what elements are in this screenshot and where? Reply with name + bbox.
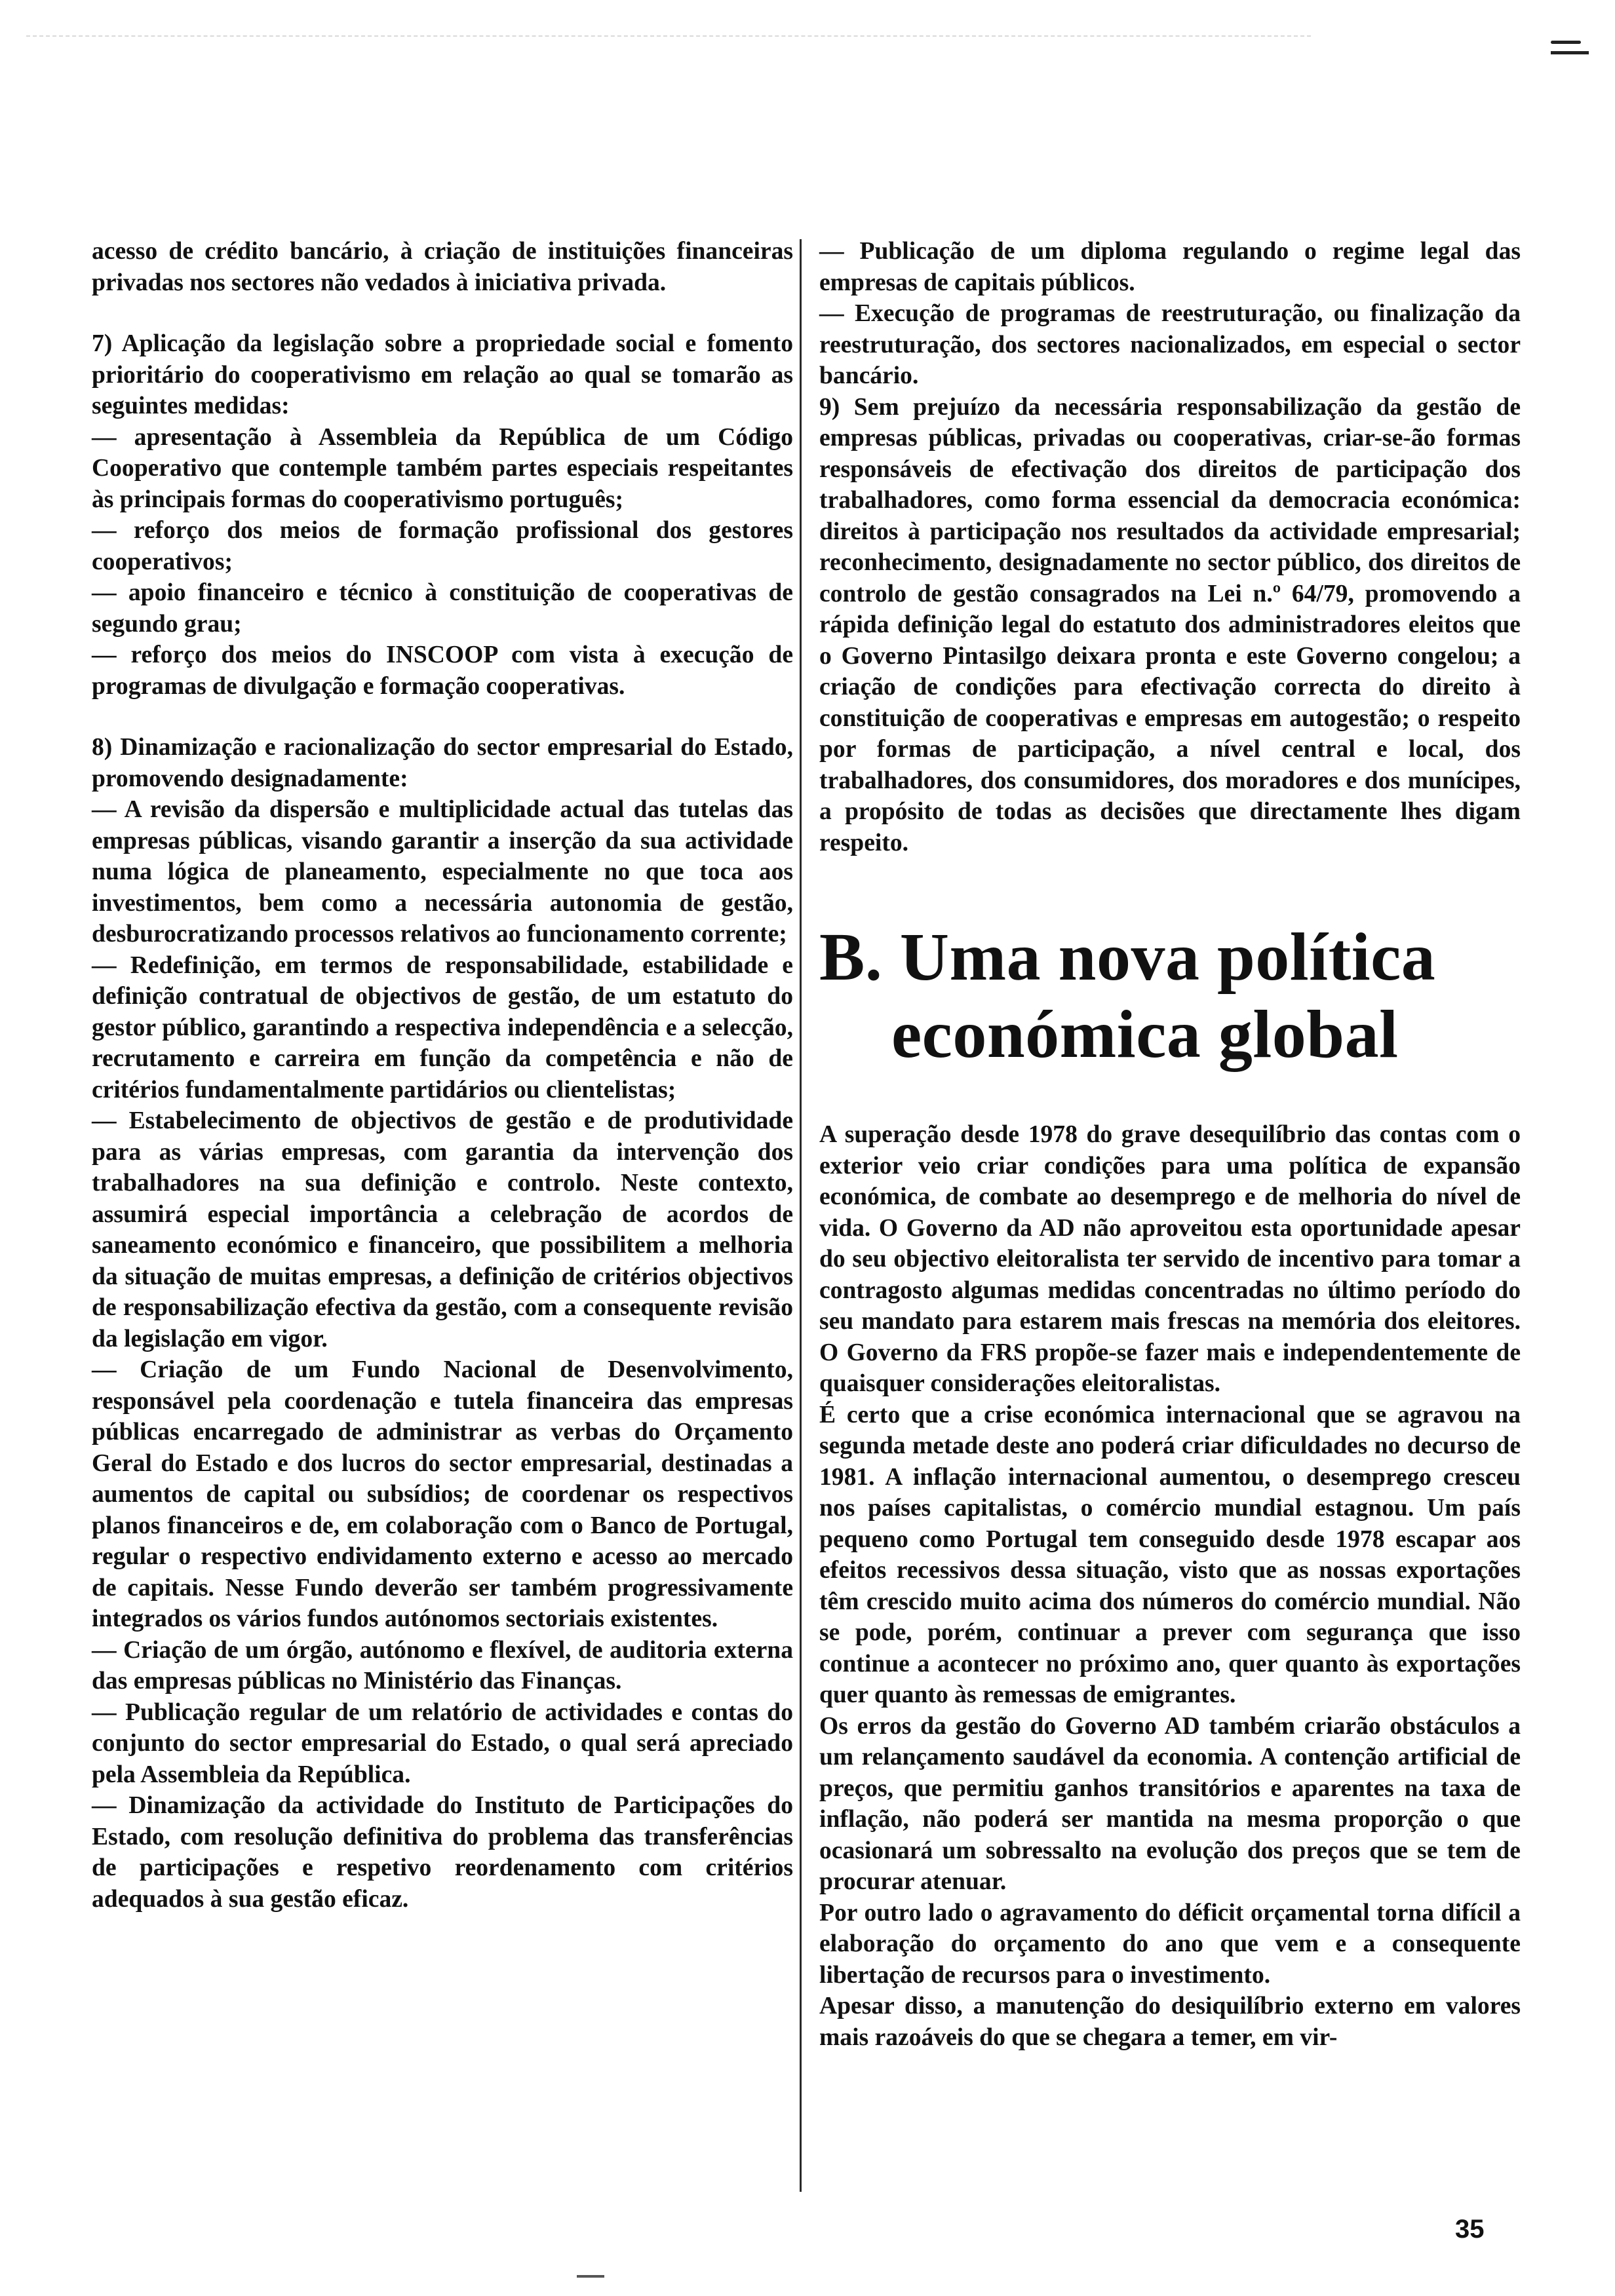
right-paragraph: Os erros da gestão do Governo AD também criarão obstáculos a um relançamento saudável da economia. A contenção artificial de preços, que permitiu ganhos transitórios e aparentes na taxa de inflação, não poderá ser mantida na mesma proporção o que ocasionará um sobressalto na evolução dos preços que se tem de procurar atenuar. xyxy=(819,1712,1521,1895)
left-paragraph: — Publicação regular de um relatório de actividades e contas do conjunto do sector empresarial do Estado, o qual será apreciado pela Assembleia da República. xyxy=(92,1698,793,1788)
section-heading xyxy=(819,919,1521,1073)
right-paragraph: — Execução de programas de reestruturação, ou finalização da reestruturação, dos sectores nacionalizados, em especial o sector bancário. xyxy=(819,300,1521,389)
left-paragraph: — reforço dos meios do INSCOOP com vista à execução de programas de divulgação e formação cooperativas. xyxy=(92,641,793,700)
left-paragraph: — Estabelecimento de objectivos de gestão e de produtividade para as várias empresas, com garantia da intervenção dos trabalhadores na sua definição e controlo. Neste contexto, assumirá especial importância a celebração de acordos de saneamento económico e financeiro, que possibilitem a melhoria da situação de muitas empresas, a definição de critérios objectivos de responsabilização efectiva da gestão, com a consequente revisão da legislação em vigor. xyxy=(92,1107,793,1352)
column-divider xyxy=(800,239,802,2192)
right-paragraph: Por outro lado o agravamento do déficit orçamental torna difícil a elaboração do orçamento do ano que vem e a consequente libertação de recursos para o investimento. xyxy=(819,1899,1521,1989)
left-paragraph: 7) Aplicação da legislação sobre a propriedade social e fomento prioritário do cooperativismo em relação ao qual se tomarão as seguintes medidas: xyxy=(92,330,793,419)
left-paragraph: — A revisão da dispersão e multiplicidade actual das tutelas das empresas públicas, visando garantir a inserção da sua actividade numa lógica de planeamento, especialmente no que toca aos investimentos, bem como a necessária autonomia de gestão, desburocratizando processos relativos ao funcionamento corrente; xyxy=(92,796,793,947)
right-paragraph: Apesar disso, a manutenção do desiquilíbrio externo em valores mais razoáveis do que se chegara a temer, em vir- xyxy=(819,1993,1521,2051)
scan-top-rule xyxy=(26,35,1311,37)
section-heading-line-2: económica global xyxy=(891,997,1399,1072)
corner-mark-icon xyxy=(1551,41,1590,56)
section-heading-line-1: B. Uma nova política xyxy=(819,919,1436,995)
left-paragraph: — Dinamização da actividade do Instituto de Participações do Estado, com resolução definitiva do problema das transferências de participações e respetivo reordenamento com critérios adequados à sua gestão eficaz. xyxy=(92,1792,793,1913)
left-paragraph: — Criação de um órgão, autónomo e flexível, de auditoria externa das empresas públicas no Ministério das Finanças. xyxy=(92,1636,793,1694)
left-paragraph: — apoio financeiro e técnico à constituição de cooperativas de segundo grau; xyxy=(92,579,793,638)
right-column xyxy=(819,236,1521,2053)
right-paragraph: A superação desde 1978 do grave desequilíbrio das contas com o exterior veio criar condições para uma política de expansão económica, de combate ao desemprego e de melhoria do nível de vida. O Governo da AD não aproveitou esta oportunidade apesar do seu objectivo eleitoralista ter servido de incentivo para tomar a contragosto algumas medidas concentradas no último período do seu mandato para estarem mais frescas na memória dos eleitores. O Governo da FRS propõe-se fazer mais e independentemente de quaisquer considerações eleitoralistas. xyxy=(819,1121,1521,1397)
right-paragraph: 9) Sem prejuízo da necessária responsabilização da gestão de empresas públicas, privadas ou cooperativas, criar-se-ão formas responsáveis de efectivação dos direitos de participação dos trabalhadores, como forma essencial da democracia económica: direitos à participação nos resultados da actividade empresarial; reconhecimento, designadamente no sector público, dos direitos de controlo de gestão consagrados na Lei n.º 64/79, promovendo a rápida definição legal do estatuto dos administradores eleitos que o Governo Pintasilgo deixara pronta e este Governo congelou; a criação de condições para efectivação correcta do direito à constituição de cooperativas e empresas em autogestão; o respeito por formas de participação, a nível central e local, dos trabalhadores, dos consumidores, dos moradores e dos munícipes, a propósito de todas as decisões que directamente lhes digam respeito. xyxy=(819,393,1521,856)
scan-bottom-mark xyxy=(577,2275,604,2278)
left-paragraph: — apresentação à Assembleia da República de um Código Cooperativo que contemple também partes especiais respeitantes às principais formas do cooperativismo português; xyxy=(92,423,793,513)
left-paragraph: 8) Dinamização e racionalização do sector empresarial do Estado, promovendo designadamente: xyxy=(92,734,793,792)
right-paragraph: É certo que a crise económica internacional que se agravou na segunda metade deste ano poderá criar dificuldades no decurso de 1981. A inflação internacional aumentou, o desemprego cresceu nos países capitalistas, o comércio mundial estagnou. Um país pequeno como Portugal tem conseguido desde 1978 escapar aos efeitos recessivos dessa situação, visto que as nossas exportações têm crescido muito acima dos números do comércio mundial. Não se pode, porém, continuar a prever com segurança que isso continue a acontecer no próximo ano, quer quanto às exportações quer quanto às remessas de emigrantes. xyxy=(819,1401,1521,1708)
right-paragraph: — Publicação de um diploma regulando o regime legal das empresas de capitais públicos. xyxy=(819,238,1521,296)
left-column xyxy=(92,236,793,1915)
left-paragraph: acesso de crédito bancário, à criação de instituições financeiras privadas nos sectores não vedados à iniciativa privada. xyxy=(92,238,793,296)
left-paragraph: — reforço dos meios de formação profissional dos gestores cooperativos; xyxy=(92,517,793,575)
left-paragraph: — Redefinição, em termos de responsabilidade, estabilidade e definição contratual de objectivos de gestão, de um estatuto do gestor público, garantindo a respectiva independência e a selecção, recrutamento e carreira em função da competência e não de critérios fundamentalmente partidários ou clientelistas; xyxy=(92,951,793,1103)
page-number: 35 xyxy=(1455,2215,1485,2244)
left-paragraph: — Criação de um Fundo Nacional de Desenvolvimento, responsável pela coordenação e tutela financeira das empresas públicas encarregado de administrar as verbas do Orçamento Geral do Estado e dos lucros do sector empresarial, destinadas a aumentos de capital ou subsídios; de coordenar os respectivos planos financeiros e de, em colaboração com o Banco de Portugal, regular o respectivo endividamento externo e acesso ao mercado de capitais. Nesse Fundo deverão ser também progressivamente integrados os vários fundos autónomos sectoriais existentes. xyxy=(92,1356,793,1632)
